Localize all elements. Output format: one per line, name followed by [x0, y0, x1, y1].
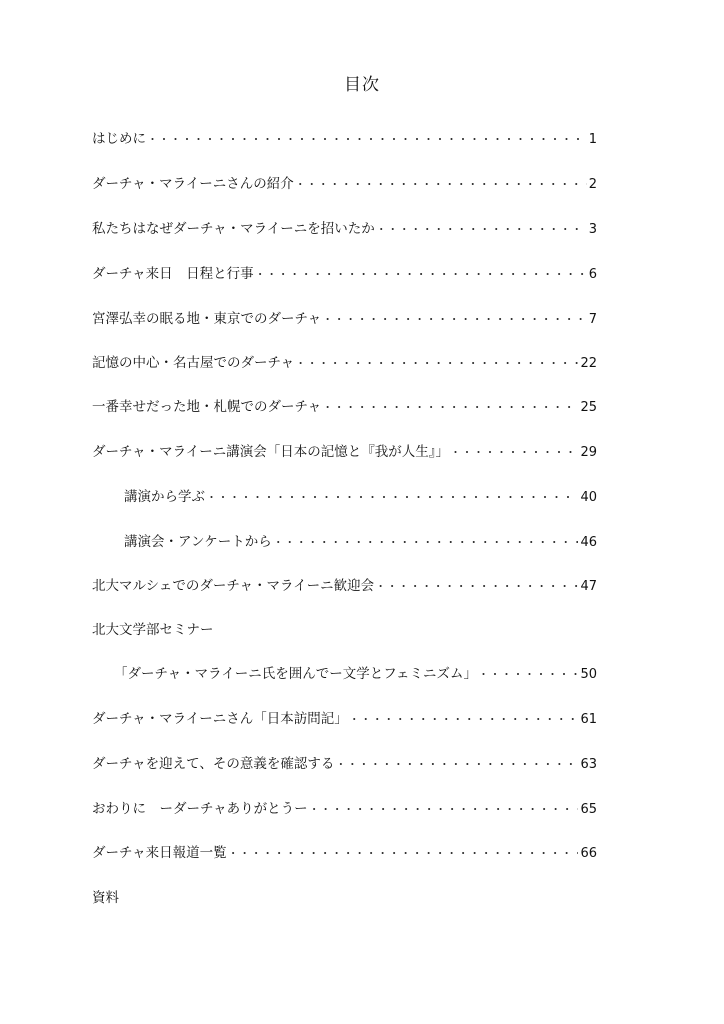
toc-entry-page: 7	[588, 312, 597, 327]
toc-entry-page: 1	[588, 132, 597, 147]
page-title: 目次	[344, 75, 380, 95]
toc-leader-dots	[478, 664, 578, 686]
toc-leader-dots	[255, 264, 587, 286]
toc-entry[interactable]	[124, 531, 597, 553]
toc-entry[interactable]	[92, 308, 597, 330]
toc-entry-page: 66	[580, 846, 597, 861]
toc-entry-title: 宮澤弘幸の眠る地・東京でのダーチャ	[92, 311, 322, 327]
toc-leader-dots	[228, 843, 579, 865]
toc-entry-page: 22	[580, 356, 597, 371]
toc-entry-title: 記憶の中心・名古屋でのダーチャ	[92, 355, 295, 371]
toc-entry-title: ダーチャ来日 日程と行事	[92, 266, 254, 282]
toc-entry[interactable]	[92, 218, 597, 240]
toc-entry[interactable]	[92, 575, 597, 597]
toc-entry[interactable]	[92, 263, 597, 285]
toc-entry-page: 29	[580, 445, 597, 460]
toc-leader-dots	[295, 174, 587, 196]
toc-leader-dots	[322, 397, 578, 419]
toc-entry-title: 一番幸せだった地・札幌でのダーチャ	[92, 399, 322, 415]
toc-entry-title: はじめに	[92, 131, 146, 147]
toc-entry-title: ダーチャ・マライーニさんの紹介	[92, 176, 294, 192]
toc-entry-title: ダーチャ来日報道一覧	[92, 845, 227, 861]
toc-entry[interactable]	[92, 798, 597, 820]
toc-entry-title: 北大マルシェでのダーチャ・マライーニ歓迎会	[92, 578, 375, 594]
toc-entry[interactable]	[92, 396, 597, 418]
toc-entry-page: 50	[580, 667, 597, 682]
toc-entry-page: 25	[580, 400, 597, 415]
toc-entry[interactable]	[92, 173, 597, 195]
toc-entry-title: 講演会・アンケートから	[124, 534, 272, 550]
toc-leader-dots	[206, 487, 578, 509]
toc-entry-title: ダーチャを迎えて、その意義を確認する	[92, 756, 335, 772]
toc-leader-dots	[450, 442, 579, 464]
toc-leader-dots	[335, 754, 578, 776]
toc-entry-title: 「ダーチャ・マライーニ氏を囲んでー文学とフェミニズム」	[114, 666, 478, 682]
toc-leader-dots	[273, 532, 579, 554]
toc-entry-page: 2	[588, 177, 597, 192]
toc-entry[interactable]	[92, 842, 597, 864]
toc-entry[interactable]	[114, 663, 597, 685]
toc-entry-page: 63	[580, 757, 597, 772]
toc-entry-page: 6	[588, 267, 597, 282]
toc-entry[interactable]	[92, 708, 597, 730]
toc-entry-page: 46	[580, 535, 597, 550]
toc-entry[interactable]	[92, 753, 597, 775]
toc-entry[interactable]	[92, 128, 597, 150]
toc-section-heading: 北大文学部セミナー	[92, 622, 214, 638]
toc-leader-dots	[295, 353, 578, 375]
toc-leader-dots	[375, 576, 578, 598]
toc-entry-title: ダーチャ・マライーニ講演会「日本の記憶と『我が人生』」	[92, 444, 449, 460]
toc-leader-dots	[309, 799, 579, 821]
toc-leader-dots	[322, 309, 587, 331]
toc-entry-title: 私たちはなぜダーチャ・マライーニを招いたか	[92, 221, 375, 237]
toc-entry[interactable]	[92, 441, 597, 463]
toc-leader-dots	[376, 219, 587, 241]
toc-entry-title: 講演から学ぶ	[124, 489, 205, 505]
toc-entry-page: 61	[580, 712, 597, 727]
toc-leader-dots	[147, 129, 587, 151]
toc-section-heading: 資料	[92, 890, 119, 906]
toc-entry-page: 3	[588, 222, 597, 237]
toc-leader-dots	[349, 709, 579, 731]
toc-entry-title: おわりに ーダーチャありがとうー	[92, 801, 308, 817]
toc-entry-title: ダーチャ・マライーニさん「日本訪問記」	[92, 711, 348, 727]
toc-entry-page: 47	[580, 579, 597, 594]
toc-entry[interactable]	[124, 486, 597, 508]
toc-entry-page: 40	[580, 490, 597, 505]
toc-entry[interactable]	[92, 352, 597, 374]
toc-entry-page: 65	[580, 802, 597, 817]
